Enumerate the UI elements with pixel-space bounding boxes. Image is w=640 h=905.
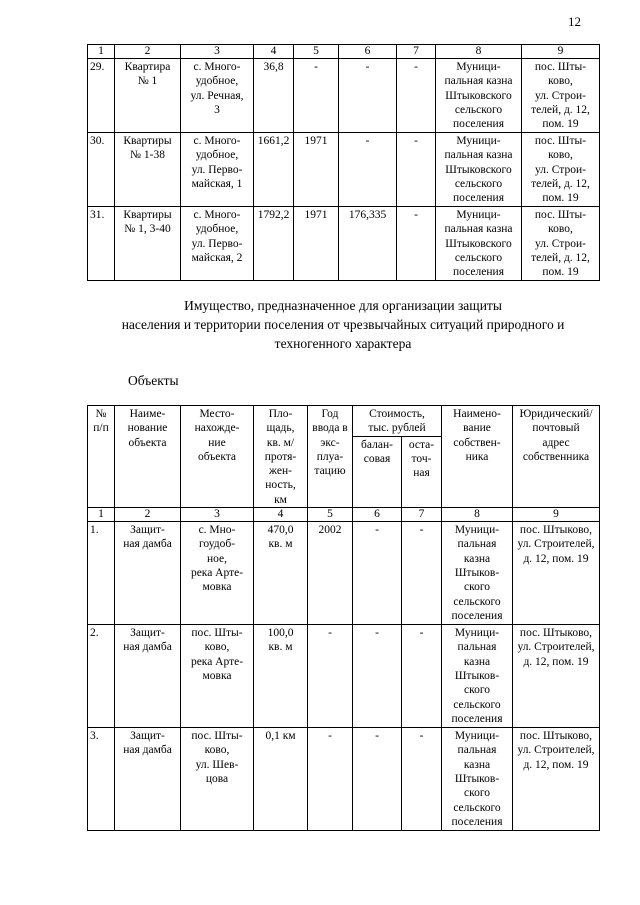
cell-area: 1661,2 [254,133,294,207]
column-number: 5 [294,45,339,59]
cell-owner: Муници- пальная казна Штыковского сельского поселения [436,207,522,281]
cell-n: 30. [88,133,115,207]
column-number: 8 [436,45,522,59]
cell-owner: Муници- пальная казна Штыков- ского сельского поселения [442,728,513,831]
cell-legal: пос. Шты- ково, ул. Строи- телей, д. 12, пом. 19 [522,59,600,133]
header-cost: Стоимость, тыс. рублей [353,406,442,437]
column-number: 1 [88,508,115,522]
cell-name: Квартира № 1 [115,59,181,133]
cell-balance: - [339,59,397,133]
property-table-continued [87,44,600,281]
cell-legal: пос. Штыково, ул. Строителей, д. 12, пом. 19 [513,728,600,831]
cell-address: с. Много- удобное, ул. Перво- майская, 1 [181,133,254,207]
cell-residual: - [397,59,436,133]
cell-balance: - [353,728,402,831]
cell-n: 3. [88,728,115,831]
cell-name: Квартиры № 1-38 [115,133,181,207]
header-number: № п/п [88,406,115,508]
cell-year: - [294,59,339,133]
cell-n: 1. [88,522,115,625]
header-area: Пло- щадь, кв. м/ протя- жен- ность, км [254,406,308,508]
cell-n: 29. [88,59,115,133]
cell-address: с. Много- удобное, ул. Перво- майская, 2 [181,207,254,281]
header-location: Место- нахожде- ние объекта [181,406,254,508]
cell-year: 1971 [294,133,339,207]
cell-location: пос. Шты- ково, ул. Шев- цова [181,728,254,831]
column-number: 6 [339,45,397,59]
column-number: 9 [513,508,600,522]
cell-residual: - [402,625,442,728]
objects-label: Объекты [128,373,179,388]
column-number: 3 [181,508,254,522]
cell-n: 2. [88,625,115,728]
header-residual: оста- точ- ная [402,436,442,507]
objects-table [87,405,600,831]
cell-name: Защит- ная дамба [115,625,181,728]
cell-owner: Муници- пальная казна Штыков- ского сельского поселения [442,625,513,728]
cell-legal: пос. Штыково, ул. Строителей, д. 12, пом. 19 [513,625,600,728]
cell-owner: Муници- пальная казна Штыков- ского сельского поселения [442,522,513,625]
cell-balance: - [353,625,402,728]
table-row [88,625,600,728]
cell-n: 31. [88,207,115,281]
column-number: 3 [181,45,254,59]
cell-legal: пос. Шты- ково, ул. Строи- телей, д. 12, пом. 19 [522,207,600,281]
column-number: 7 [397,45,436,59]
column-number-row [88,508,600,522]
table-row [88,522,600,625]
header-legal-address: Юридический/ почтовый адрес собственника [513,406,600,508]
cell-residual: - [397,133,436,207]
page-number: 12 [568,14,581,29]
cell-address: с. Много- удобное, ул. Речная, 3 [181,59,254,133]
header-balance: балан- совая [353,436,402,507]
column-number: 2 [115,45,181,59]
table-header-row [88,406,600,437]
column-number: 4 [254,508,308,522]
column-number-row [88,45,600,59]
table-row [88,59,600,133]
cell-balance: - [339,133,397,207]
cell-balance: - [353,522,402,625]
column-number: 4 [254,45,294,59]
cell-legal: пос. Штыково, ул. Строителей, д. 12, пом. 19 [513,522,600,625]
cell-location: пос. Шты- ково, река Арте- мовка [181,625,254,728]
column-number: 9 [522,45,600,59]
column-number: 1 [88,45,115,59]
cell-area: 1792,2 [254,207,294,281]
column-number: 8 [442,508,513,522]
cell-year: 2002 [308,522,353,625]
section-title: Имущество, предназначенное для организации защиты населения и территории поселения от чрезвычайных ситуаций природного и техногенного характера [121,298,565,351]
cell-year: - [308,728,353,831]
cell-location: с. Мно- гоудоб- ное, река Арте- мовка [181,522,254,625]
column-number: 2 [115,508,181,522]
column-number: 5 [308,508,353,522]
table-row [88,728,600,831]
column-number: 6 [353,508,402,522]
cell-name: Защит- ная дамба [115,728,181,831]
cell-legal: пос. Шты- ково, ул. Строи- телей, д. 12, пом. 19 [522,133,600,207]
cell-owner: Муници- пальная казна Штыковского сельского поселения [436,59,522,133]
cell-year: 1971 [294,207,339,281]
cell-residual: - [397,207,436,281]
cell-residual: - [402,728,442,831]
cell-area: 100,0 кв. м [254,625,308,728]
header-owner: Наимено- вание собствен- ника [442,406,513,508]
cell-balance: 176,335 [339,207,397,281]
cell-residual: - [402,522,442,625]
column-number: 7 [402,508,442,522]
cell-area: 36,8 [254,59,294,133]
table-row [88,207,600,281]
cell-owner: Муници- пальная казна Штыковского сельского поселения [436,133,522,207]
cell-area: 0,1 км [254,728,308,831]
header-year: Год ввода в экс- плуа- тацию [308,406,353,508]
header-name: Наиме- нование объекта [115,406,181,508]
cell-name: Защит- ная дамба [115,522,181,625]
cell-year: - [308,625,353,728]
table-row [88,133,600,207]
cell-name: Квартиры № 1, 3-40 [115,207,181,281]
cell-area: 470,0 кв. м [254,522,308,625]
